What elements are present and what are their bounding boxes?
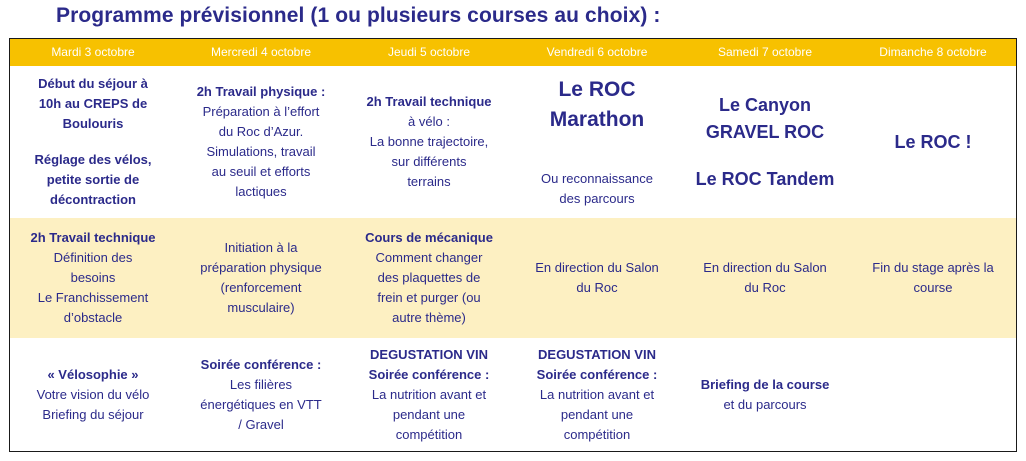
cell-heading: Soirée conférence :	[536, 367, 658, 382]
header-mercredi: Mercredi 4 octobre	[177, 38, 345, 66]
cell-heading: Soirée conférence :	[200, 357, 322, 372]
cell-text: Réglage des vélos,	[34, 152, 152, 167]
cell-text: terrains	[407, 174, 451, 189]
cell-text: lactiques	[235, 184, 287, 199]
event-title: Le Canyon	[718, 94, 811, 115]
cell-text: course	[913, 280, 953, 295]
schedule-table	[9, 38, 1017, 452]
cell-text: 10h au CREPS de	[38, 96, 148, 111]
cell-heading: 2h Travail technique	[366, 94, 492, 109]
table-row	[9, 66, 1017, 218]
cell-text: En direction du Salon	[703, 260, 827, 275]
cell-r2-samedi	[681, 218, 849, 338]
cell-text: Simulations, travail	[206, 144, 316, 159]
cell-text: La nutrition avant et	[539, 387, 655, 402]
cell-r3-vendredi	[513, 338, 681, 452]
cell-text: La bonne trajectoire,	[369, 134, 489, 149]
cell-text: besoins	[70, 270, 116, 285]
cell-text: des plaquettes de	[377, 270, 481, 285]
cell-r1-vendredi	[513, 66, 681, 218]
cell-text: préparation physique	[200, 260, 322, 275]
cell-text: sur différents	[391, 154, 467, 169]
event-title: Le ROC	[558, 78, 636, 101]
cell-heading: DEGUSTATION VIN	[538, 347, 656, 362]
header-samedi: Samedi 7 octobre	[681, 38, 849, 66]
cell-text: Début du séjour à	[38, 76, 148, 91]
table-row	[9, 338, 1017, 452]
cell-r2-jeudi	[345, 218, 513, 338]
cell-heading: DEGUSTATION VIN	[370, 347, 488, 362]
cell-text: petite sortie de	[46, 172, 140, 187]
cell-r1-mardi	[9, 66, 177, 218]
cell-heading: 2h Travail technique	[30, 230, 156, 245]
cell-text: Fin du stage après la	[872, 260, 994, 275]
header-mardi: Mardi 3 octobre	[9, 38, 177, 66]
cell-heading: « Vélosophie »	[47, 367, 139, 382]
cell-text: Briefing du séjour	[42, 407, 144, 422]
cell-r1-jeudi	[345, 66, 513, 218]
cell-text: Ou reconnaissance	[540, 171, 653, 186]
cell-text: pendant une	[392, 407, 466, 422]
cell-text: / Gravel	[238, 417, 284, 432]
cell-text: du Roc	[744, 280, 786, 295]
cell-r1-samedi	[681, 66, 849, 218]
cell-heading: 2h Travail physique :	[196, 84, 326, 99]
cell-r1-dimanche	[849, 66, 1017, 218]
event-title: Marathon	[549, 108, 645, 131]
cell-text: et du parcours	[723, 397, 807, 412]
header-dimanche: Dimanche 8 octobre	[849, 38, 1017, 66]
event-title: Le ROC !	[894, 131, 972, 152]
cell-text: Les filières	[229, 377, 293, 392]
table-row	[9, 218, 1017, 338]
cell-text: Votre vision du vélo	[36, 387, 150, 402]
cell-r1-mercredi	[177, 66, 345, 218]
cell-r2-mardi	[9, 218, 177, 338]
page-title: Programme prévisionnel (1 ou plusieurs courses au choix) :	[56, 4, 661, 27]
cell-text: du Roc d’Azur.	[218, 124, 304, 139]
cell-heading: Briefing de la course	[700, 377, 830, 392]
cell-text: frein et purger (ou	[377, 290, 481, 305]
cell-heading: Soirée conférence :	[368, 367, 490, 382]
cell-r2-vendredi	[513, 218, 681, 338]
header-vendredi: Vendredi 6 octobre	[513, 38, 681, 66]
cell-text: pendant une	[560, 407, 634, 422]
cell-text: compétition	[395, 427, 463, 442]
event-title: Le ROC Tandem	[695, 168, 835, 189]
cell-text: d’obstacle	[63, 310, 123, 325]
cell-text: La nutrition avant et	[371, 387, 487, 402]
cell-text: énergétiques en VTT	[200, 397, 322, 412]
cell-r3-samedi	[681, 338, 849, 452]
cell-r2-dimanche	[849, 218, 1017, 338]
cell-text: à vélo :	[408, 114, 450, 129]
cell-r3-mercredi	[177, 338, 345, 452]
cell-heading: Cours de mécanique	[365, 230, 493, 245]
cell-text: Définition des	[53, 250, 133, 265]
cell-text: au seuil et efforts	[211, 164, 311, 179]
cell-text: En direction du Salon	[535, 260, 659, 275]
cell-text: Boulouris	[62, 116, 124, 131]
cell-r2-mercredi	[177, 218, 345, 338]
cell-text: du Roc	[576, 280, 618, 295]
cell-text: décontraction	[50, 192, 136, 207]
cell-r3-jeudi	[345, 338, 513, 452]
cell-text: des parcours	[559, 191, 635, 206]
cell-r3-dimanche	[849, 338, 1017, 452]
cell-text: Comment changer	[375, 250, 483, 265]
cell-text: musculaire)	[227, 300, 295, 315]
header-row	[9, 38, 1017, 66]
header-jeudi: Jeudi 5 octobre	[345, 38, 513, 66]
cell-text: (renforcement	[220, 280, 302, 295]
cell-r3-mardi	[9, 338, 177, 452]
cell-text: autre thème)	[392, 310, 466, 325]
cell-text: Préparation à l’effort	[202, 104, 320, 119]
event-title: GRAVEL ROC	[705, 121, 825, 142]
cell-text: Initiation à la	[224, 240, 298, 255]
cell-text: Le Franchissement	[37, 290, 149, 305]
cell-text: compétition	[563, 427, 631, 442]
